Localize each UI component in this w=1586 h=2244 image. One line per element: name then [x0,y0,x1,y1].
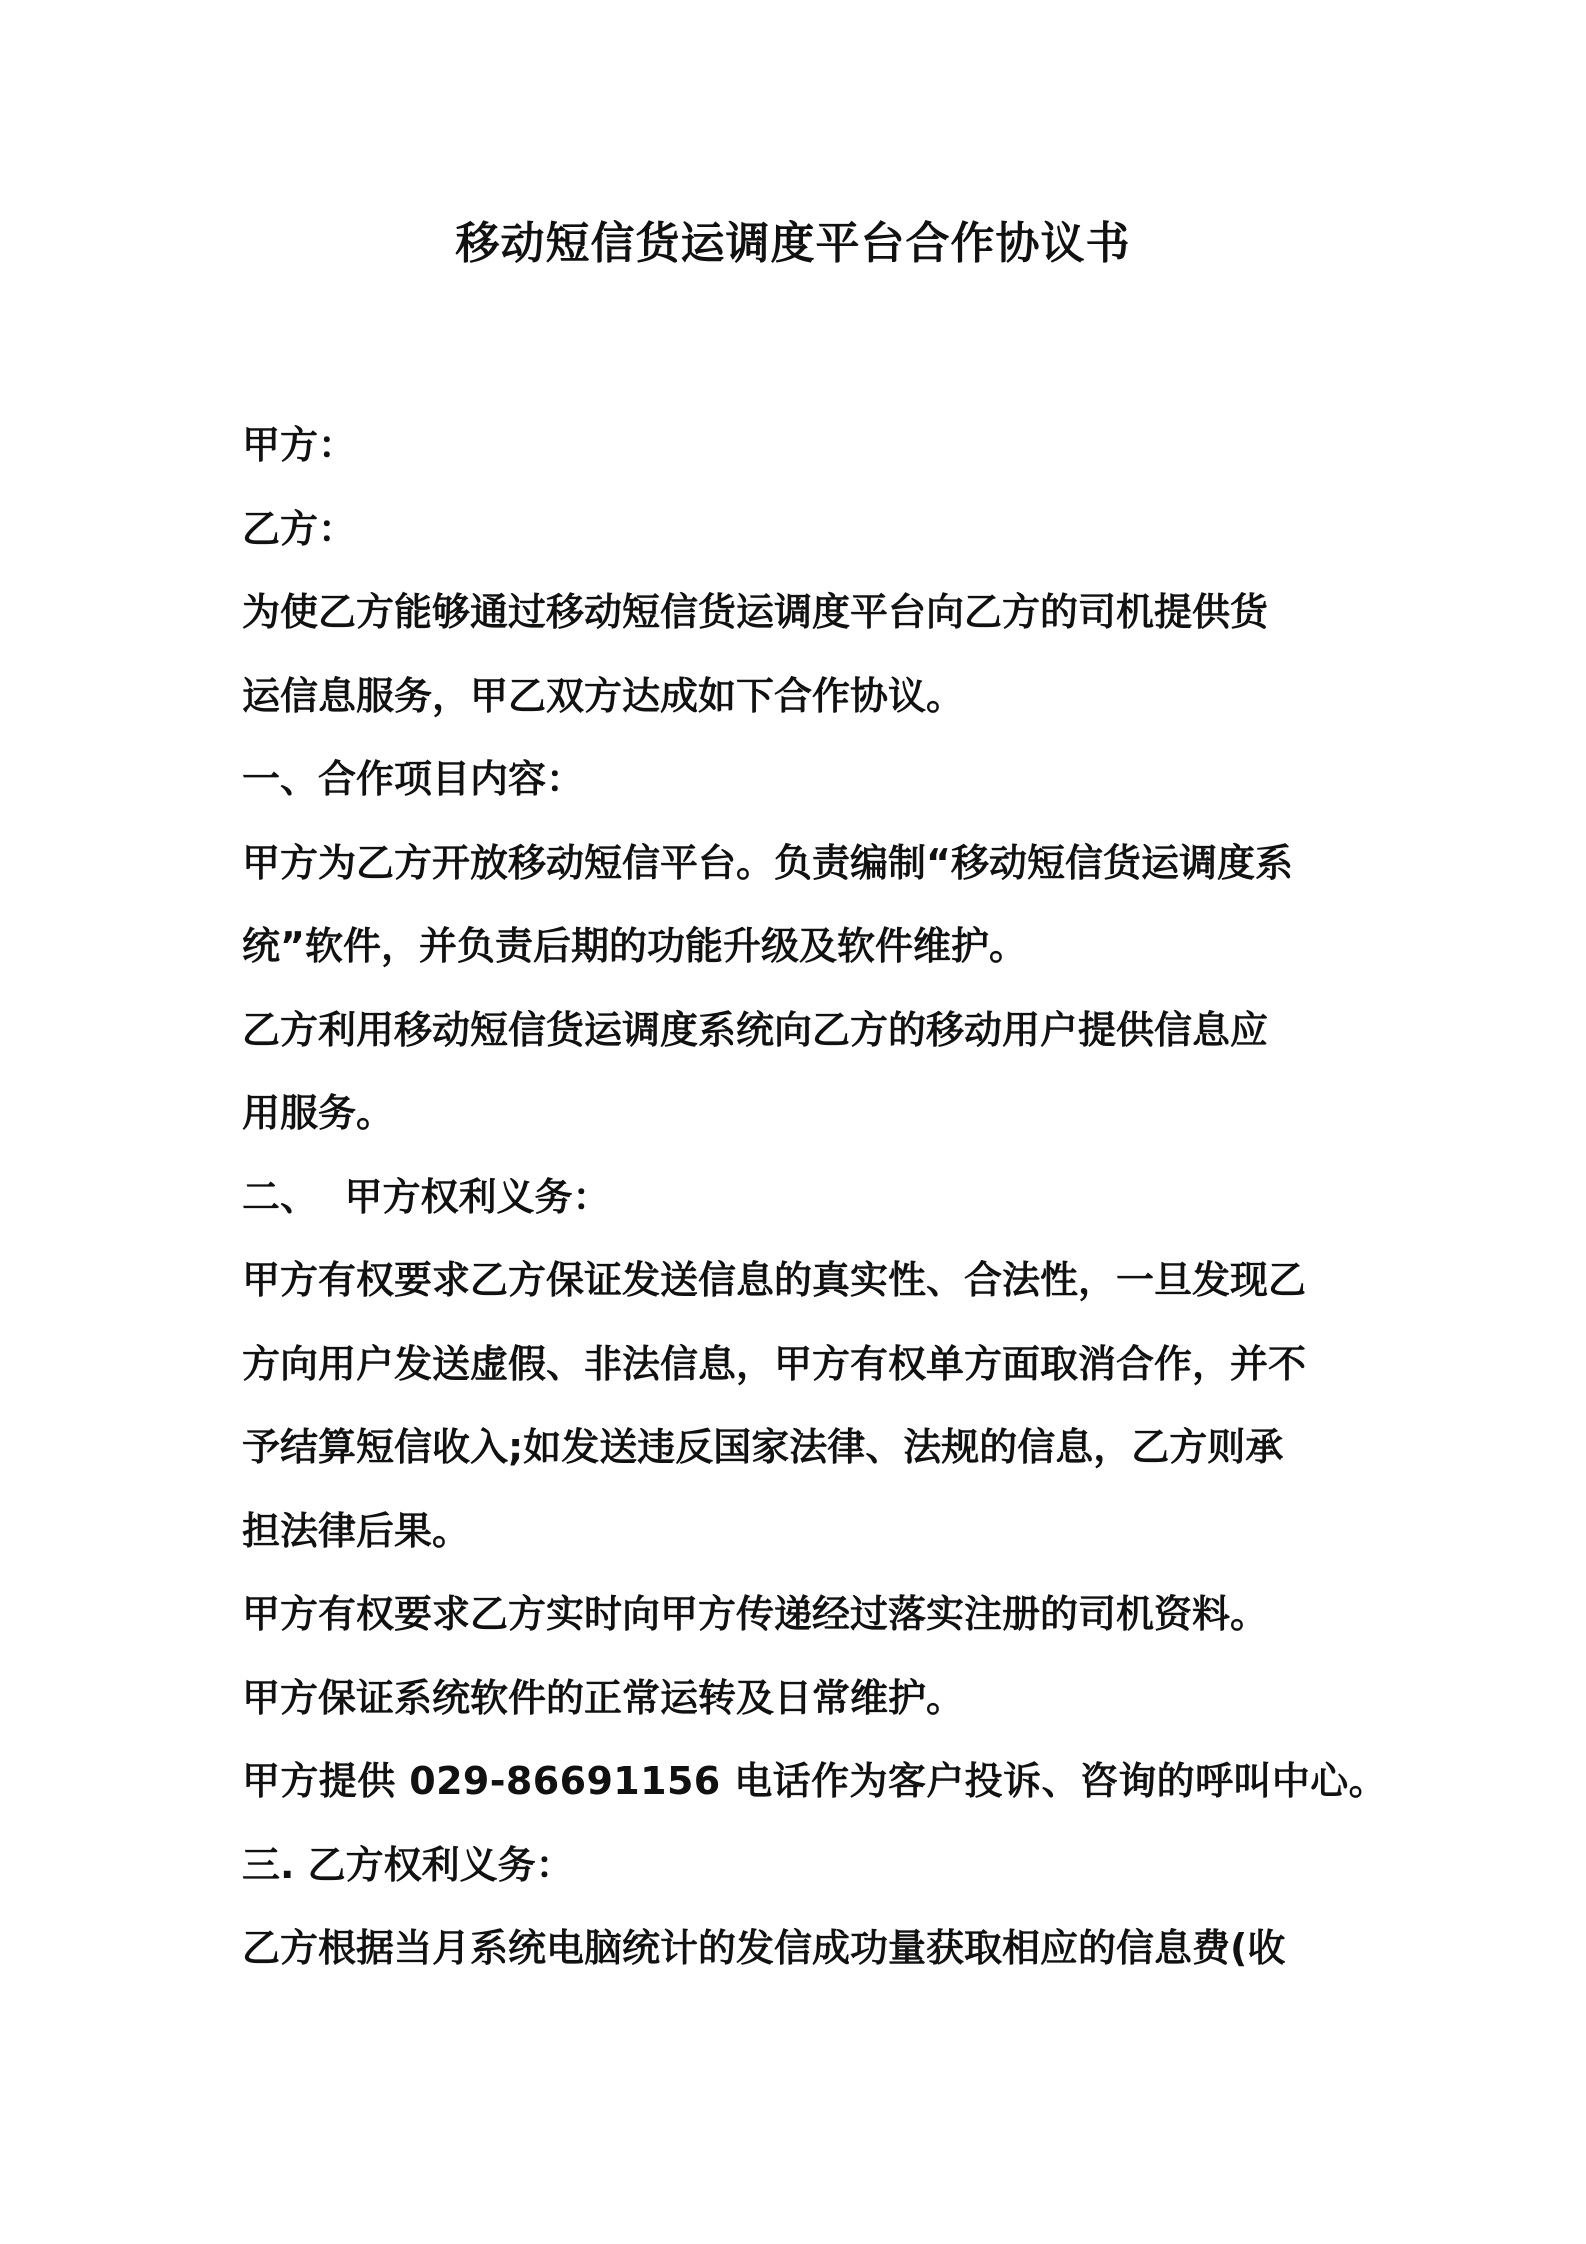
paragraph-line: 予结算短信收入;如发送违反国家法律、法规的信息，乙方则承 [242,1425,1284,1469]
party-b-line: 乙方： [242,506,357,551]
paragraph-line: 方向用户发送虚假、非法信息，甲方有权单方面取消合作，并不 [242,1341,1307,1386]
paragraph-line-hotline: 甲方提供 029-86691156 电话作为客户投诉、咨询的呼叫中心。 [242,1759,1388,1803]
paragraph-line: 统”软件，并负责后期的功能升级及软件维护。 [242,924,1027,968]
paragraph-line: 乙方利用移动短信货运调度系统向乙方的移动用户提供信息应 [242,1007,1269,1052]
party-a-line: 甲方： [242,423,357,467]
section-heading-2: 二、 甲方权利义务： [242,1174,611,1219]
paragraph-line: 运信息服务，甲乙双方达成如下合作协议。 [242,673,965,718]
paragraph-line: 甲方有权要求乙方实时向甲方传递经过落实注册的司机资料。 [242,1592,1269,1636]
document-title: 移动短信货运调度平台合作协议书 [455,218,1131,269]
paragraph-line: 乙方根据当月系统电脑统计的发信成功量获取相应的信息费(收 [242,1926,1286,1970]
document-body [242,404,1388,1991]
paragraph-line: 甲方保证系统软件的正常运转及日常维护。 [242,1675,965,1720]
paragraph-line: 甲方为乙方开放移动短信平台。负责编制“移动短信货运调度系 [242,840,1293,885]
paragraph-line: 担法律后果。 [242,1508,471,1553]
paragraph-line: 用服务。 [242,1091,395,1135]
paragraph-line: 甲方有权要求乙方保证发送信息的真实性、合法性，一旦发现乙 [242,1258,1307,1302]
section-heading-1: 一、合作项目内容： [242,757,585,801]
section-heading-3: 三. 乙方权利义务： [242,1842,574,1887]
paragraph-line: 为使乙方能够通过移动短信货运调度平台向乙方的司机提供货 [242,590,1269,634]
